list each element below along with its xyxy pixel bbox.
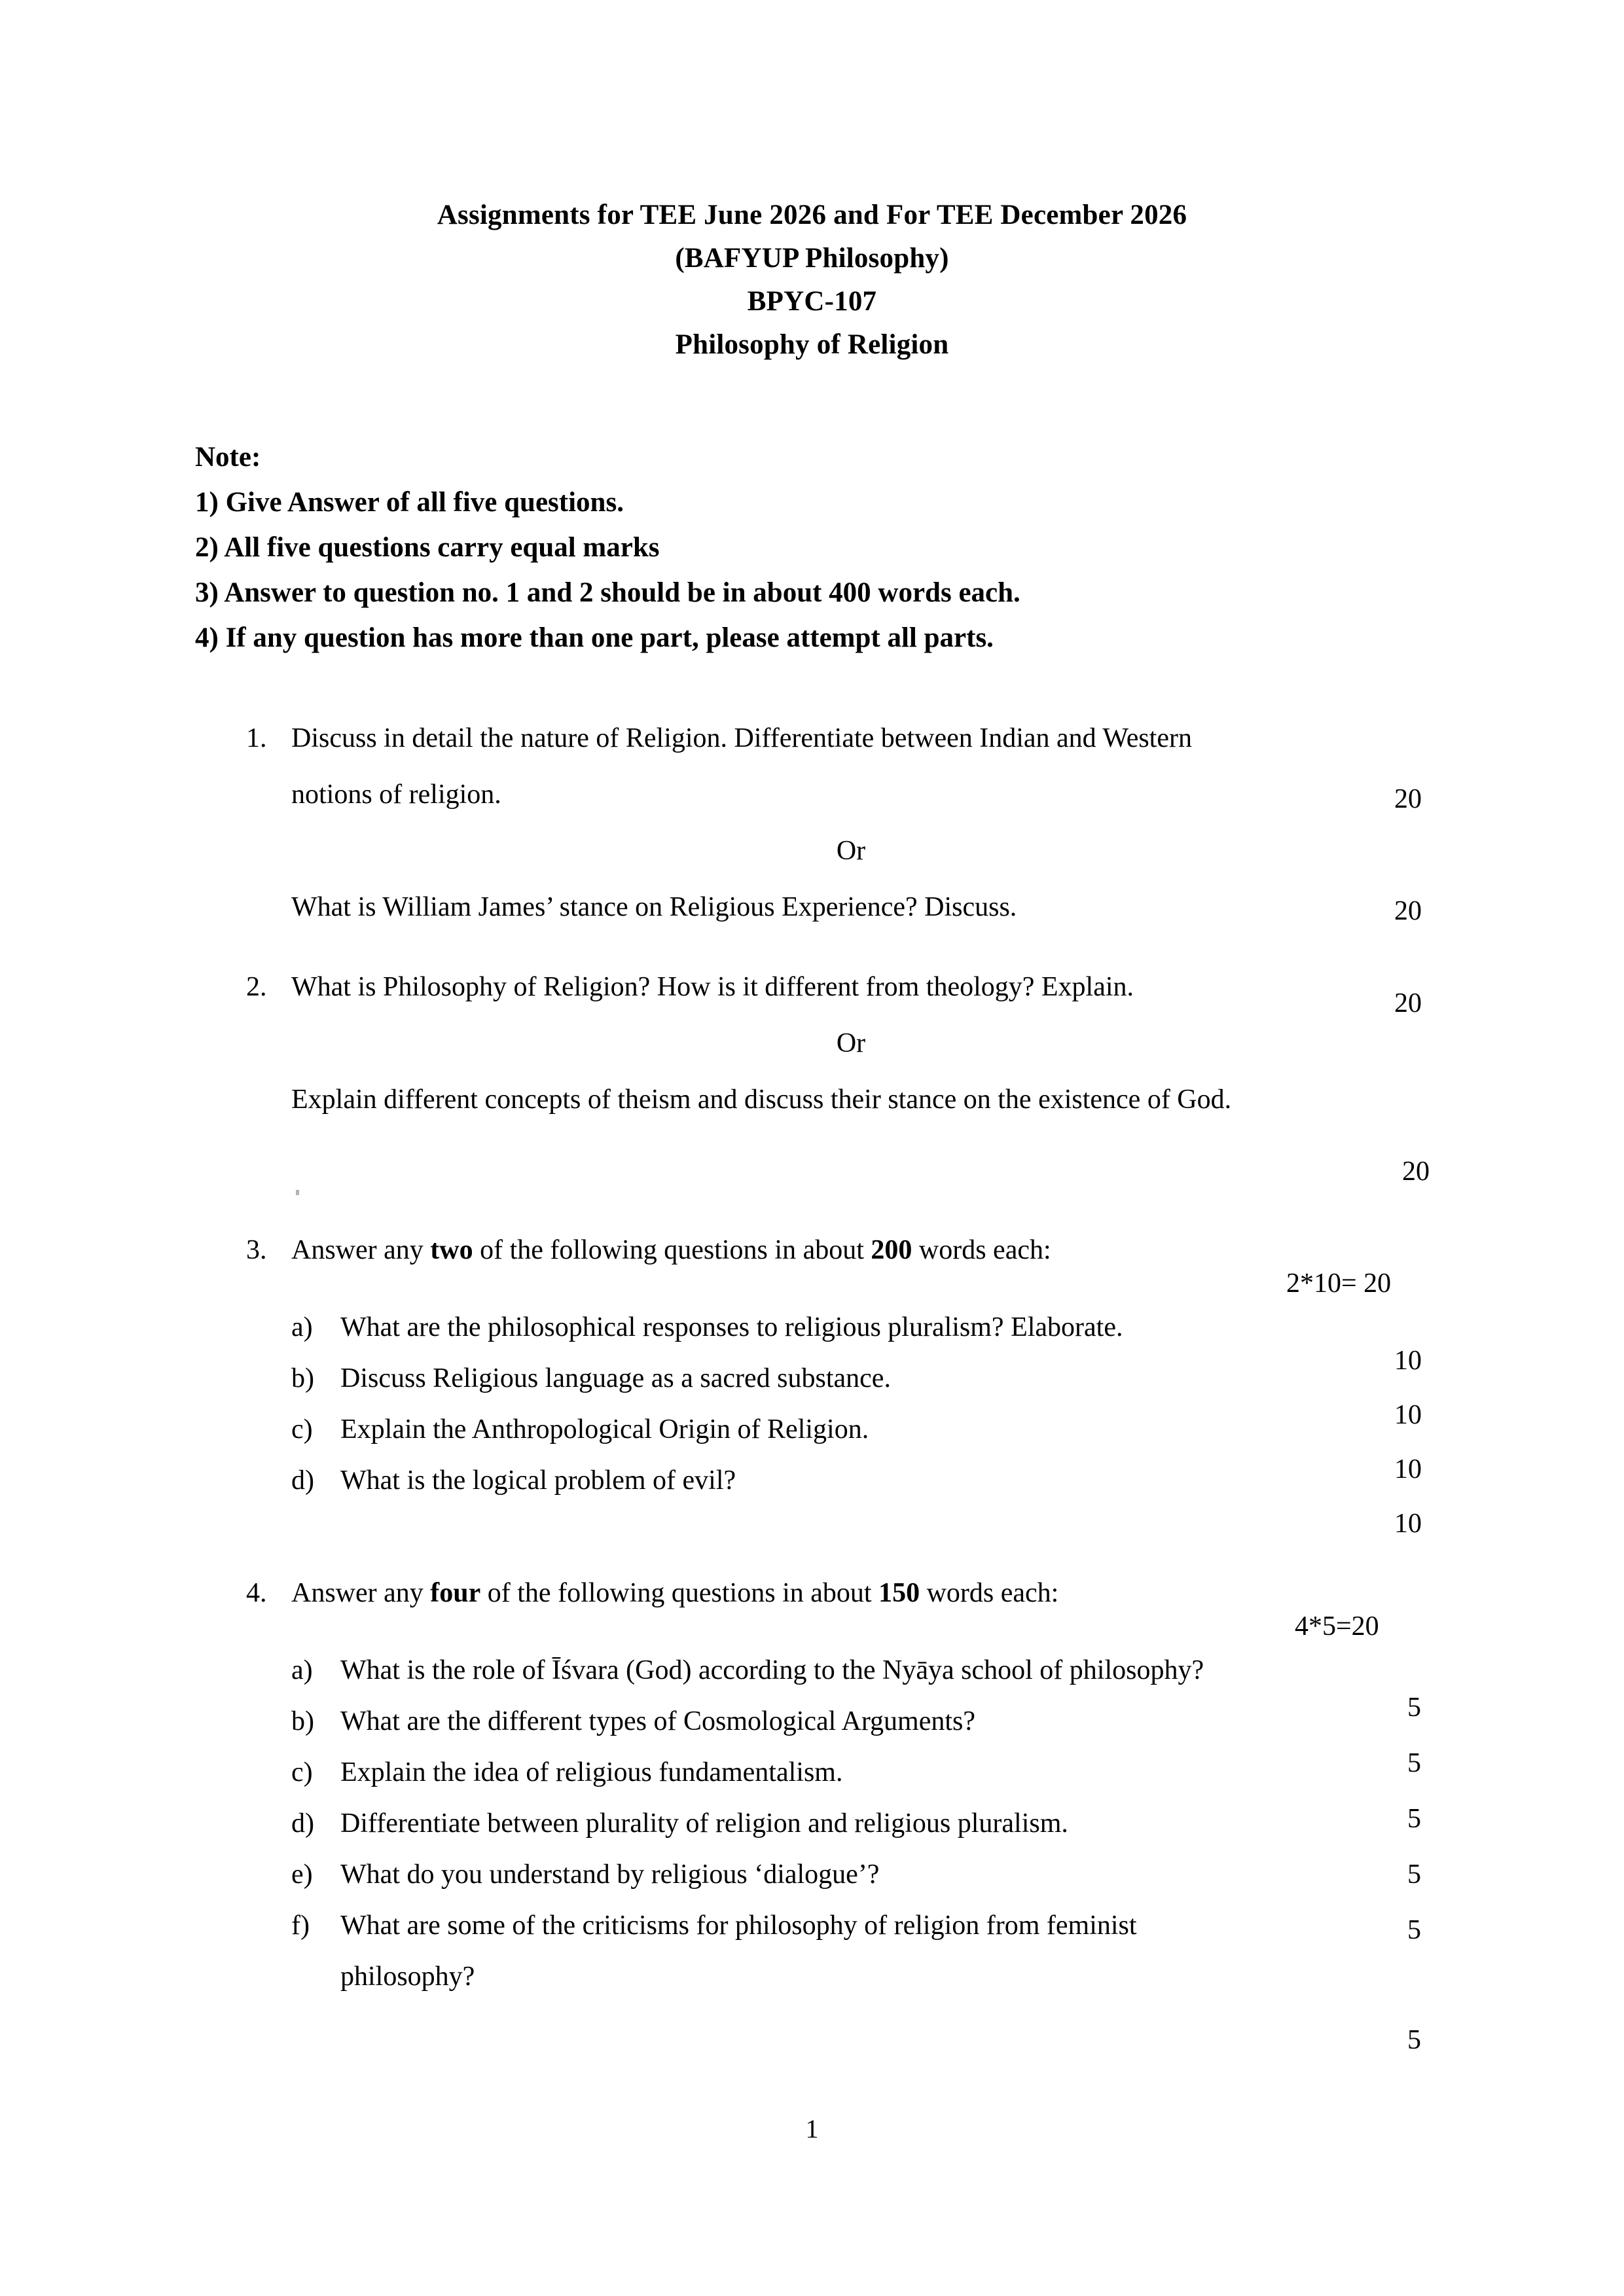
question-3-stem-emphasis-words: 200 <box>871 1235 912 1265</box>
note-item-2: 2) All five questions carry equal marks <box>195 532 660 563</box>
question-4-number: 4. <box>246 1578 267 1608</box>
question-4-stem-prefix: Answer any <box>291 1578 431 1608</box>
note-item-1: 1) Give Answer of all five questions. <box>195 487 624 518</box>
question-4-sub-text-a: What is the role of Īśvara (God) according to the Nyāya school of philosophy? <box>340 1655 1204 1685</box>
question-3-stem-suffix: words each: <box>912 1235 1051 1265</box>
question-1-number: 1. <box>246 723 267 753</box>
or-label-2: Or <box>836 1028 866 1058</box>
question-3-sub-letter-b: b) <box>291 1363 314 1393</box>
question-4-sub-letter-a: a) <box>291 1655 313 1685</box>
note-heading: Note: <box>195 442 261 473</box>
question-4-stem-middle: of the following questions in about <box>480 1578 879 1608</box>
page-number: 1 <box>805 2114 819 2144</box>
marks-question-3-item-b: 10 <box>1394 1400 1422 1430</box>
question-4-sub-letter-b: b) <box>291 1706 314 1736</box>
question-4-sub-letter-c: c) <box>291 1757 313 1787</box>
question-3-sub-letter-c: c) <box>291 1414 313 1444</box>
marks-question-2-alternative: 20 <box>1402 1157 1430 1187</box>
marks-question-3-item-c: 10 <box>1394 1454 1422 1484</box>
or-label-1: Or <box>836 836 866 866</box>
marks-question-4-item-c: 5 <box>1407 1804 1421 1834</box>
question-4-sub-text-c: Explain the idea of religious fundamentalism. <box>340 1757 843 1787</box>
question-3-stem-prefix: Answer any <box>291 1235 431 1265</box>
course-title: Philosophy of Religion <box>675 329 949 360</box>
programme-title: (BAFYUP Philosophy) <box>675 243 949 274</box>
question-2-alternative-text: Explain different concepts of theism and discuss their stance on the existence of God. <box>291 1085 1232 1115</box>
marks-question-4-item-b: 5 <box>1407 1748 1421 1778</box>
question-3-sub-text-c: Explain the Anthropological Origin of Religion. <box>340 1414 869 1444</box>
marks-question-3-item-a: 10 <box>1394 1346 1422 1376</box>
question-4-stem-emphasis-count: four <box>430 1578 481 1608</box>
question-3-number: 3. <box>246 1235 267 1265</box>
marks-question-3-total: 2*10= 20 <box>1286 1268 1392 1299</box>
marks-question-2: 20 <box>1394 988 1422 1018</box>
question-3-sub-text-a: What are the philosophical responses to religious pluralism? Elaborate. <box>340 1312 1123 1342</box>
question-1-text-line-2: notions of religion. <box>291 780 501 810</box>
question-4-stem-emphasis-words: 150 <box>878 1578 920 1608</box>
course-code: BPYC-107 <box>747 286 877 317</box>
note-item-4: 4) If any question has more than one part, please attempt all parts. <box>195 622 994 653</box>
question-3-sub-text-b: Discuss Religious language as a sacred substance. <box>340 1363 891 1393</box>
marks-question-3-item-d: 10 <box>1394 1509 1422 1539</box>
question-4-stem-suffix: words each: <box>920 1578 1059 1608</box>
question-3-sub-letter-a: a) <box>291 1312 313 1342</box>
marks-question-1: 20 <box>1394 784 1422 814</box>
page-title: Assignments for TEE June 2026 and For TEE December 2026 <box>437 200 1187 230</box>
question-2-text-line-1: What is Philosophy of Religion? How is it different from theology? Explain. <box>291 972 1134 1002</box>
question-2-number: 2. <box>246 972 267 1002</box>
question-3-sub-text-d: What is the logical problem of evil? <box>340 1465 736 1496</box>
question-4-sub-letter-f: f) <box>291 1910 310 1941</box>
scan-artifact-speck <box>296 1190 299 1195</box>
marks-question-4-item-f: 5 <box>1407 2025 1421 2055</box>
question-4-sub-text-e: What do you understand by religious ‘dialogue’? <box>340 1859 880 1890</box>
question-3-stem-middle: of the following questions in about <box>473 1235 871 1265</box>
question-4-sub-text-d: Differentiate between plurality of religion and religious pluralism. <box>340 1808 1068 1839</box>
question-4-sub-text-b: What are the different types of Cosmological Arguments? <box>340 1706 976 1736</box>
question-1-text-line-1: Discuss in detail the nature of Religion. Differentiate between Indian and Western <box>291 723 1192 753</box>
question-4-sub-letter-d: d) <box>291 1808 314 1839</box>
marks-question-1-alternative: 20 <box>1394 896 1422 926</box>
question-4-sub-text-f-line-2: philosophy? <box>340 1962 475 1992</box>
marks-question-4-item-e: 5 <box>1407 1915 1421 1945</box>
question-3-stem-emphasis-count: two <box>430 1235 473 1265</box>
question-1-alternative-text: What is William James’ stance on Religious Experience? Discuss. <box>291 892 1017 922</box>
marks-question-4-total: 4*5=20 <box>1295 1611 1379 1641</box>
question-4-sub-text-f-line-1: What are some of the criticisms for philosophy of religion from feminist <box>340 1910 1137 1941</box>
question-4-sub-letter-e: e) <box>291 1859 313 1890</box>
note-item-3: 3) Answer to question no. 1 and 2 should be in about 400 words each. <box>195 577 1020 608</box>
marks-question-4-item-a: 5 <box>1407 1693 1421 1723</box>
marks-question-4-item-d: 5 <box>1407 1859 1421 1890</box>
question-3-sub-letter-d: d) <box>291 1465 314 1496</box>
